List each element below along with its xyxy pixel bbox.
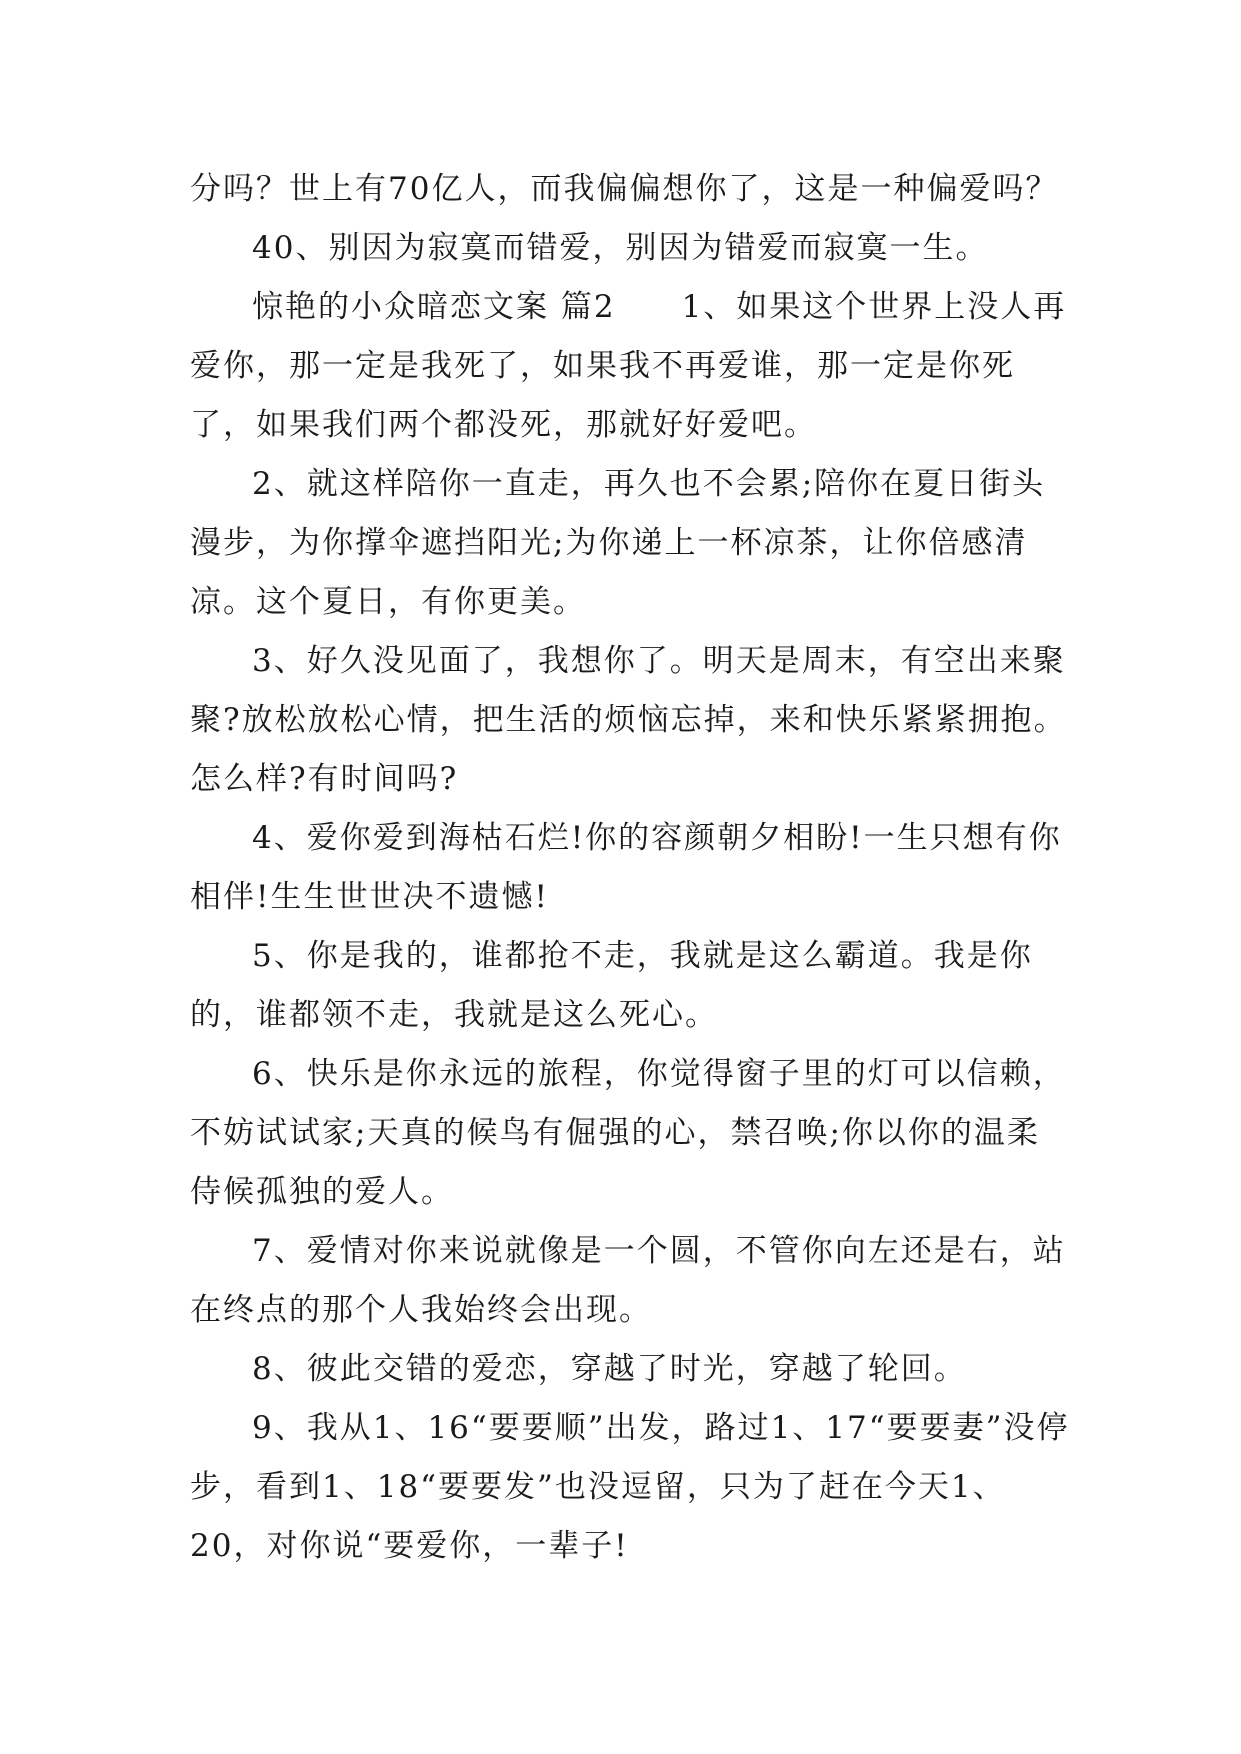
paragraph-7: 7、爱情对你来说就像是一个圆，不管你向左还是右，站在终点的那个人我始终会出现。 <box>190 1233 1066 1328</box>
paragraph-9: 9、我从1、16“要要顺”出发，路过1、17“要要妻”没停步，看到1、18“要要发”也没逗留，只为了赶在今天1、20，对你说“要爱你，一辈子! <box>190 1410 1070 1564</box>
paragraph-40: 40、别因为寂寞而错爱，别因为错爱而寂寞一生。 <box>252 230 989 266</box>
paragraph-continued: 分吗？世上有70亿人，而我偏偏想你了，这是一种偏爱吗？ <box>190 171 1059 207</box>
paragraph-5: 5、你是我的，谁都抢不走，我就是这么霸道。我是你的，谁都领不走，我就是这么死心。 <box>190 938 1033 1033</box>
paragraph-6: 6、快乐是你永远的旅程，你觉得窗子里的灯可以信赖，不妨试试家;天真的候鸟有倔强的心，禁召唤;你以你的温柔侍候孤独的爱人。 <box>190 1056 1066 1210</box>
paragraph-8: 8、彼此交错的爱恋，穿越了时光，穿越了轮回。 <box>252 1351 967 1387</box>
paragraph-section-heading-1: 惊艳的小众暗恋文案 篇2 1、如果这个世界上没人再爱你，那一定是我死了，如果我不再爱谁，那一定是你死了，如果我们两个都没死，那就好好爱吧。 <box>190 289 1067 443</box>
paragraph-4: 4、爱你爱到海枯石烂!你的容颜朝夕相盼!一生只想有你相伴!生生世世决不遗憾! <box>190 820 1062 915</box>
paragraph-3: 3、好久没见面了，我想你了。明天是周末，有空出来聚聚?放松放松心情，把生活的烦恼忘掉，来和快乐紧紧拥抱。怎么样?有时间吗? <box>190 643 1067 797</box>
paragraph-2: 2、就这样陪你一直走，再久也不会累;陪你在夏日街头漫步，为你撑伞遮挡阳光;为你递上一杯凉茶，让你倍感清凉。这个夏日，有你更美。 <box>190 466 1046 620</box>
document-body <box>190 160 1070 1576</box>
